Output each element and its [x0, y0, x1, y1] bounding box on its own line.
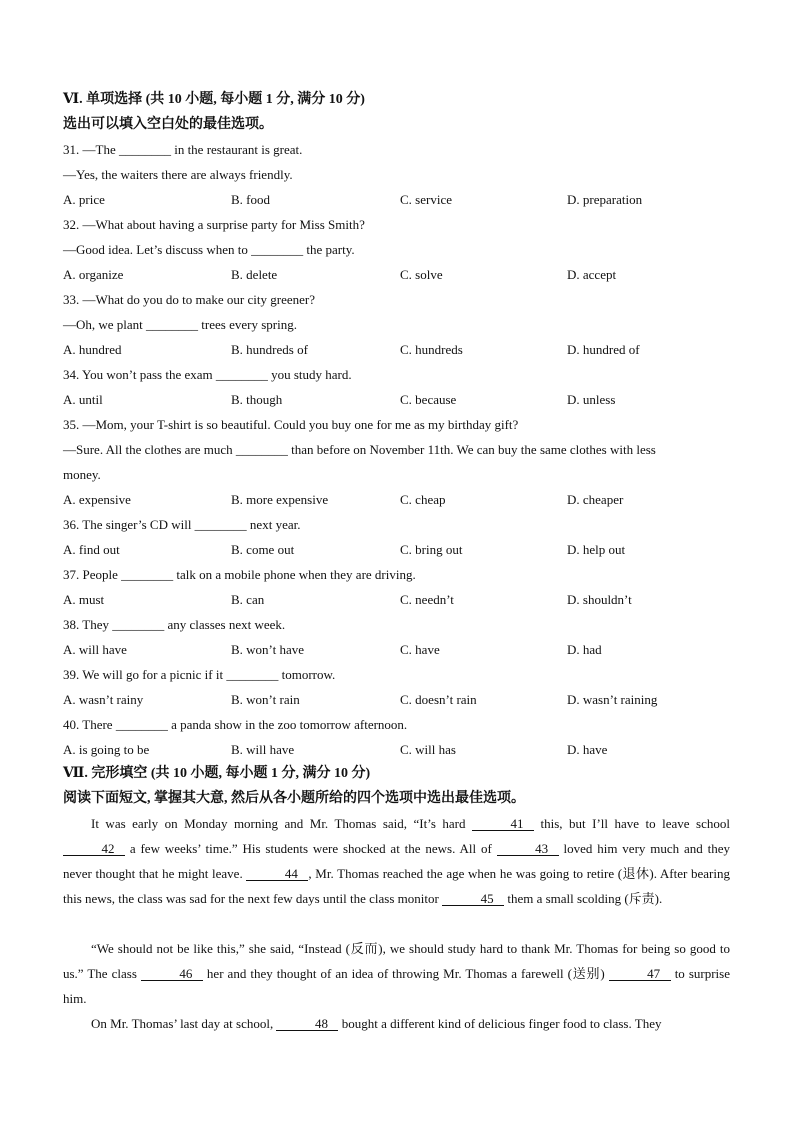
- question-31-option-a[interactable]: A. price: [63, 192, 105, 207]
- question-31-line: —Yes, the waiters there are always friendly.: [63, 167, 293, 182]
- question-35-line: 35. —Mom, your T-shirt is so beautiful. Could you buy one for me as my birthday gift?: [63, 417, 519, 432]
- paragraph-text: , Mr. Thomas reached the age when he was going to retire (退休). After bearing this news, the class was sad for the next few days until the class monitor: [63, 866, 730, 906]
- question-33-option-a[interactable]: A. hundred: [63, 342, 122, 357]
- paragraph-text: to surprise him.: [63, 966, 730, 1006]
- question-33-option-d[interactable]: D. hundred of: [567, 342, 640, 357]
- question-40-option-c[interactable]: C. will has: [400, 742, 456, 757]
- question-35-option-d[interactable]: D. cheaper: [567, 492, 624, 507]
- question-32-line: —Good idea. Let’s discuss when to ________ the party.: [63, 242, 355, 257]
- question-35-option-c[interactable]: C. cheap: [400, 492, 446, 507]
- question-39-line: 39. We will go for a picnic if it ________ tomorrow.: [63, 667, 336, 682]
- blank-46[interactable]: 46: [141, 967, 203, 981]
- question-38-line: 38. They ________ any classes next week.: [63, 617, 286, 632]
- blank-47[interactable]: 47: [609, 967, 671, 981]
- question-38-option-a[interactable]: A. will have: [63, 642, 127, 657]
- question-33-option-b[interactable]: B. hundreds of: [231, 342, 308, 357]
- question-40-line: 40. There ________ a panda show in the zoo tomorrow afternoon.: [63, 717, 408, 732]
- question-32-line: 32. —What about having a surprise party for Miss Smith?: [63, 217, 365, 232]
- paragraph-text: “We should not be like this,” she said, “Instead (反而), we should study hard to thank Mr. Thomas for being so good to us.” The class: [63, 941, 730, 981]
- question-33-line: —Oh, we plant ________ trees every spring.: [63, 317, 297, 332]
- cloze-paragraph-2: [63, 936, 730, 1011]
- question-36-option-d[interactable]: D. help out: [567, 542, 626, 557]
- question-32-option-a[interactable]: A. organize: [63, 267, 124, 282]
- question-37-option-d[interactable]: D. shouldn’t: [567, 592, 632, 607]
- blank-44[interactable]: 44: [246, 867, 308, 881]
- section-6-title: Ⅵ. 单项选择 (共 10 小题, 每小题 1 分, 满分 10 分): [63, 92, 365, 107]
- question-35-line: money.: [63, 467, 101, 482]
- question-35-option-a[interactable]: A. expensive: [63, 492, 131, 507]
- question-39-option-b[interactable]: B. won’t rain: [231, 692, 300, 707]
- blank-43[interactable]: 43: [497, 842, 559, 856]
- question-36-option-a[interactable]: A. find out: [63, 542, 120, 557]
- question-35-line: —Sure. All the clothes are much ________ than before on November 11th. We can buy the same clothes with less: [63, 442, 656, 457]
- question-38-option-c[interactable]: C. have: [400, 642, 440, 657]
- paragraph-text: It was early on Monday morning and Mr. Thomas said, “It’s hard: [91, 816, 472, 831]
- paragraph-text: her and they thought of an idea of throwing Mr. Thomas a farewell (送别): [202, 966, 609, 981]
- question-34-line: 34. You won’t pass the exam ________ you study hard.: [63, 367, 352, 382]
- question-37-option-c[interactable]: C. needn’t: [400, 592, 454, 607]
- cloze-paragraph-3: [63, 1011, 730, 1036]
- question-34-option-a[interactable]: A. until: [63, 392, 103, 407]
- cloze-paragraph-1: [63, 811, 730, 911]
- question-40-option-a[interactable]: A. is going to be: [63, 742, 150, 757]
- question-40-option-b[interactable]: B. will have: [231, 742, 295, 757]
- section-6-instruction: 选出可以填入空白处的最佳选项。: [63, 117, 273, 132]
- blank-48[interactable]: 48: [276, 1017, 338, 1031]
- question-36-line: 36. The singer’s CD will ________ next year.: [63, 517, 301, 532]
- question-39-option-a[interactable]: A. wasn’t rainy: [63, 692, 144, 707]
- question-36-option-c[interactable]: C. bring out: [400, 542, 463, 557]
- question-39-option-c[interactable]: C. doesn’t rain: [400, 692, 477, 707]
- question-38-option-d[interactable]: D. had: [567, 642, 602, 657]
- paragraph-text: On Mr. Thomas’ last day at school,: [91, 1016, 277, 1031]
- question-39-option-d[interactable]: D. wasn’t raining: [567, 692, 658, 707]
- question-31-option-d[interactable]: D. preparation: [567, 192, 643, 207]
- question-33-line: 33. —What do you do to make our city greener?: [63, 292, 315, 307]
- paragraph-text: loved him very much and they never thought that he might leave.: [63, 841, 730, 881]
- question-38-option-b[interactable]: B. won’t have: [231, 642, 305, 657]
- question-37-option-b[interactable]: B. can: [231, 592, 265, 607]
- question-31-option-b[interactable]: B. food: [231, 192, 270, 207]
- paragraph-text: bought a different kind of delicious finger food to class. They: [338, 1016, 662, 1031]
- question-33-option-c[interactable]: C. hundreds: [400, 342, 463, 357]
- question-37-line: 37. People ________ talk on a mobile phone when they are driving.: [63, 567, 416, 582]
- question-40-option-d[interactable]: D. have: [567, 742, 608, 757]
- blank-45[interactable]: 45: [442, 892, 504, 906]
- paragraph-text: a few weeks’ time.” His students were shocked at the news. All of: [125, 841, 497, 856]
- paragraph-text: them a small scolding (斥责).: [504, 891, 663, 906]
- question-34-option-d[interactable]: D. unless: [567, 392, 616, 407]
- question-32-option-b[interactable]: B. delete: [231, 267, 278, 282]
- question-34-option-b[interactable]: B. though: [231, 392, 283, 407]
- question-31-option-c[interactable]: C. service: [400, 192, 452, 207]
- question-32-option-c[interactable]: C. solve: [400, 267, 443, 282]
- section-7-title: Ⅶ. 完形填空 (共 10 小题, 每小题 1 分, 满分 10 分): [63, 766, 371, 781]
- question-37-option-a[interactable]: A. must: [63, 592, 105, 607]
- paragraph-text: this, but I’ll have to leave school: [533, 816, 730, 831]
- question-32-option-d[interactable]: D. accept: [567, 267, 617, 282]
- blank-41[interactable]: 41: [472, 817, 534, 831]
- question-31-line: 31. —The ________ in the restaurant is great.: [63, 142, 303, 157]
- question-36-option-b[interactable]: B. come out: [231, 542, 295, 557]
- question-34-option-c[interactable]: C. because: [400, 392, 457, 407]
- blank-42[interactable]: 42: [63, 842, 125, 856]
- section-7-instruction: 阅读下面短文, 掌握其大意, 然后从各小题所给的四个选项中选出最佳选项。: [63, 791, 525, 806]
- question-35-option-b[interactable]: B. more expensive: [231, 492, 329, 507]
